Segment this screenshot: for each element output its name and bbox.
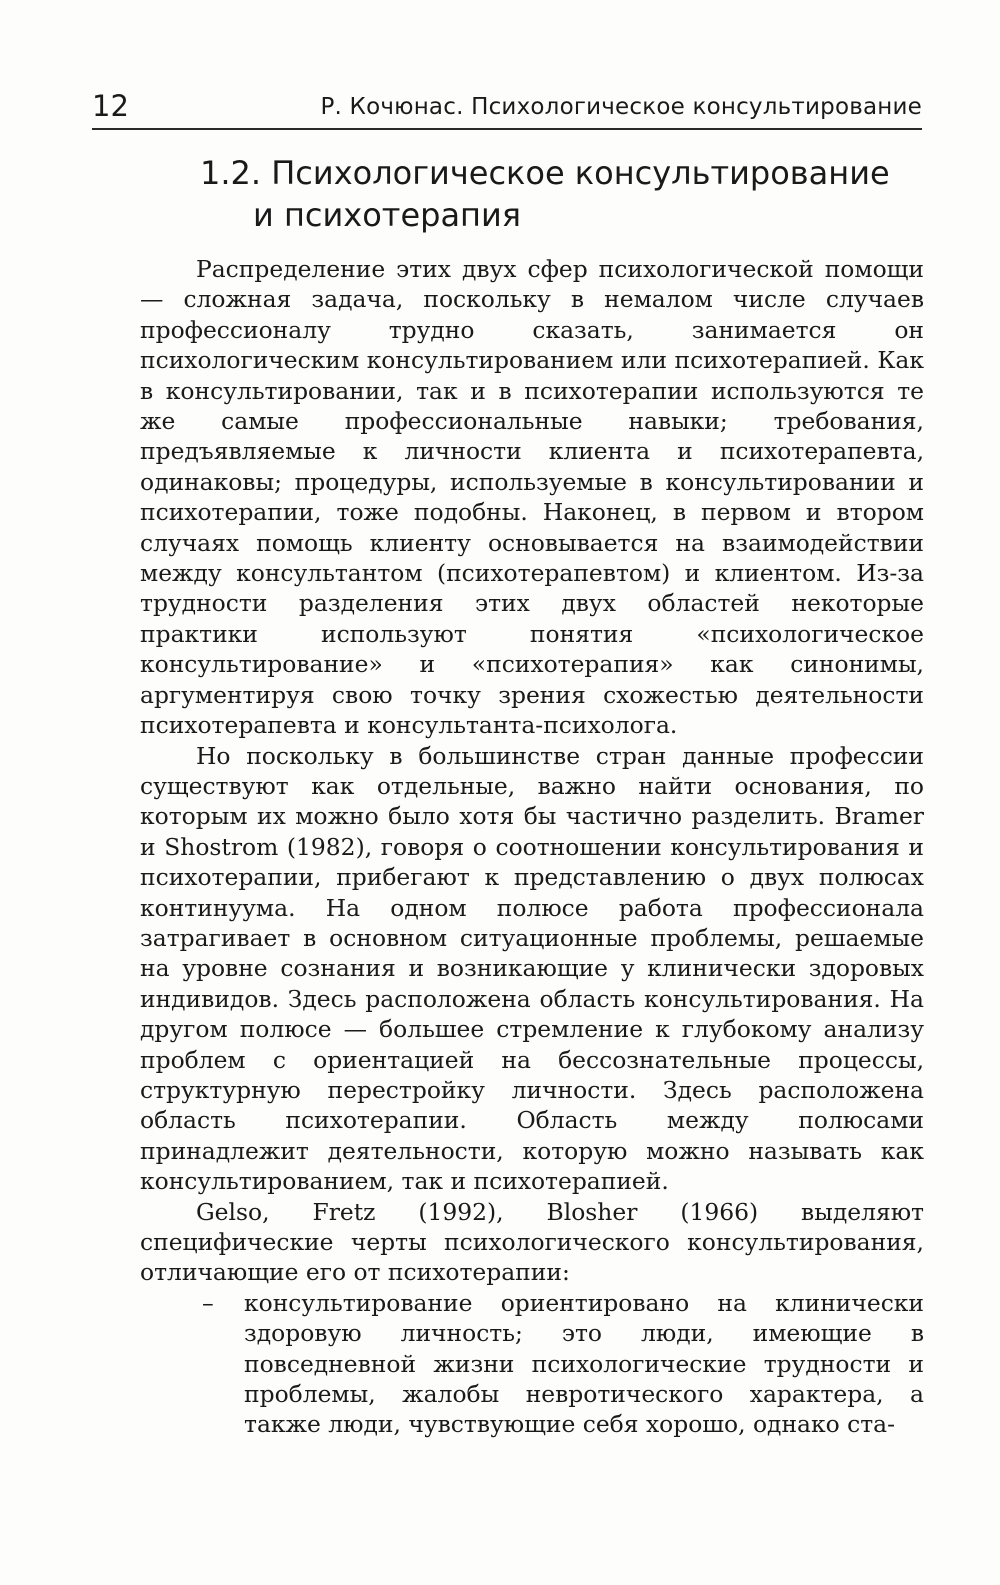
dash-marker: – — [202, 1288, 214, 1317]
body-text — [140, 254, 924, 1440]
paragraph-3: Gelso, Fretz (1992), Blosher (1966) выделяют специфические черты психологического консультирования, отличающие его от психотерапии: — [140, 1197, 924, 1287]
feature-list — [140, 1288, 924, 1440]
section-heading — [200, 152, 920, 236]
section-heading-line-2: и психотерапия — [253, 196, 522, 234]
paragraph-1: Распределение этих двух сфер психологической помощи — сложная задача, поскольку в немалом числе случаев профессионалу трудно сказать, занимается он психологическим консультированием или психотерапией. Как в консультировании, так и в психотерапии используются те же самые профессиональные навыки; требования, предъявляемые к личности клиента и психотерапевта, одинаковы; процедуры, используемые в консультировании и психотерапии, тоже подобны. Наконец, в первом и втором случаях помощь клиенту основывается на взаимодействии между консультантом (психотерапевтом) и клиентом. Из-за трудности разделения этих двух областей некоторые практики используют понятия «психологическое консультирование» и «психотерапия» как синонимы, аргументируя свою точку зрения схожестью деятельности психотерапевта и консультанта-психолога. — [140, 255, 924, 740]
running-header — [92, 88, 922, 130]
list-item — [140, 1288, 924, 1440]
page-number: 12 — [92, 89, 129, 123]
paragraph-2: Но поскольку в большинстве стран данные профессии существуют как отдельные, важно найти основания, по которым их можно было хотя бы частично разделить. Bramer и Shostrom (1982), говоря о соотношении консультирования и психотерапии, прибегают к представлению о двух полюсах континуума. На одном полюсе работа профессионала затрагивает в основном ситуационные проблемы, решаемые на уровне сознания и возникающие у клинически здоровых индивидов. Здесь расположена область консультирования. На другом полюсе — большее стремление к глубокому анализу проблем с ориентацией на бессознательные процессы, структурную перестройку личности. Здесь расположена область психотерапии. Область между полюсами принадлежит деятельности, которую можно называть как консультированием, так и психотерапией. — [140, 741, 924, 1196]
running-title: Р. Кочюнас. Психологическое консультирование — [320, 94, 922, 120]
section-heading-line-1: 1.2. Психологическое консультирование — [200, 154, 890, 192]
list-item-text: консультирование ориентировано на клинически здоровую личность; это люди, имеющие в повседневной жизни психологические трудности и проблемы, жалобы невротического характера, а также люди, чувствующие себя хорошо, однако ста- — [244, 1288, 924, 1439]
